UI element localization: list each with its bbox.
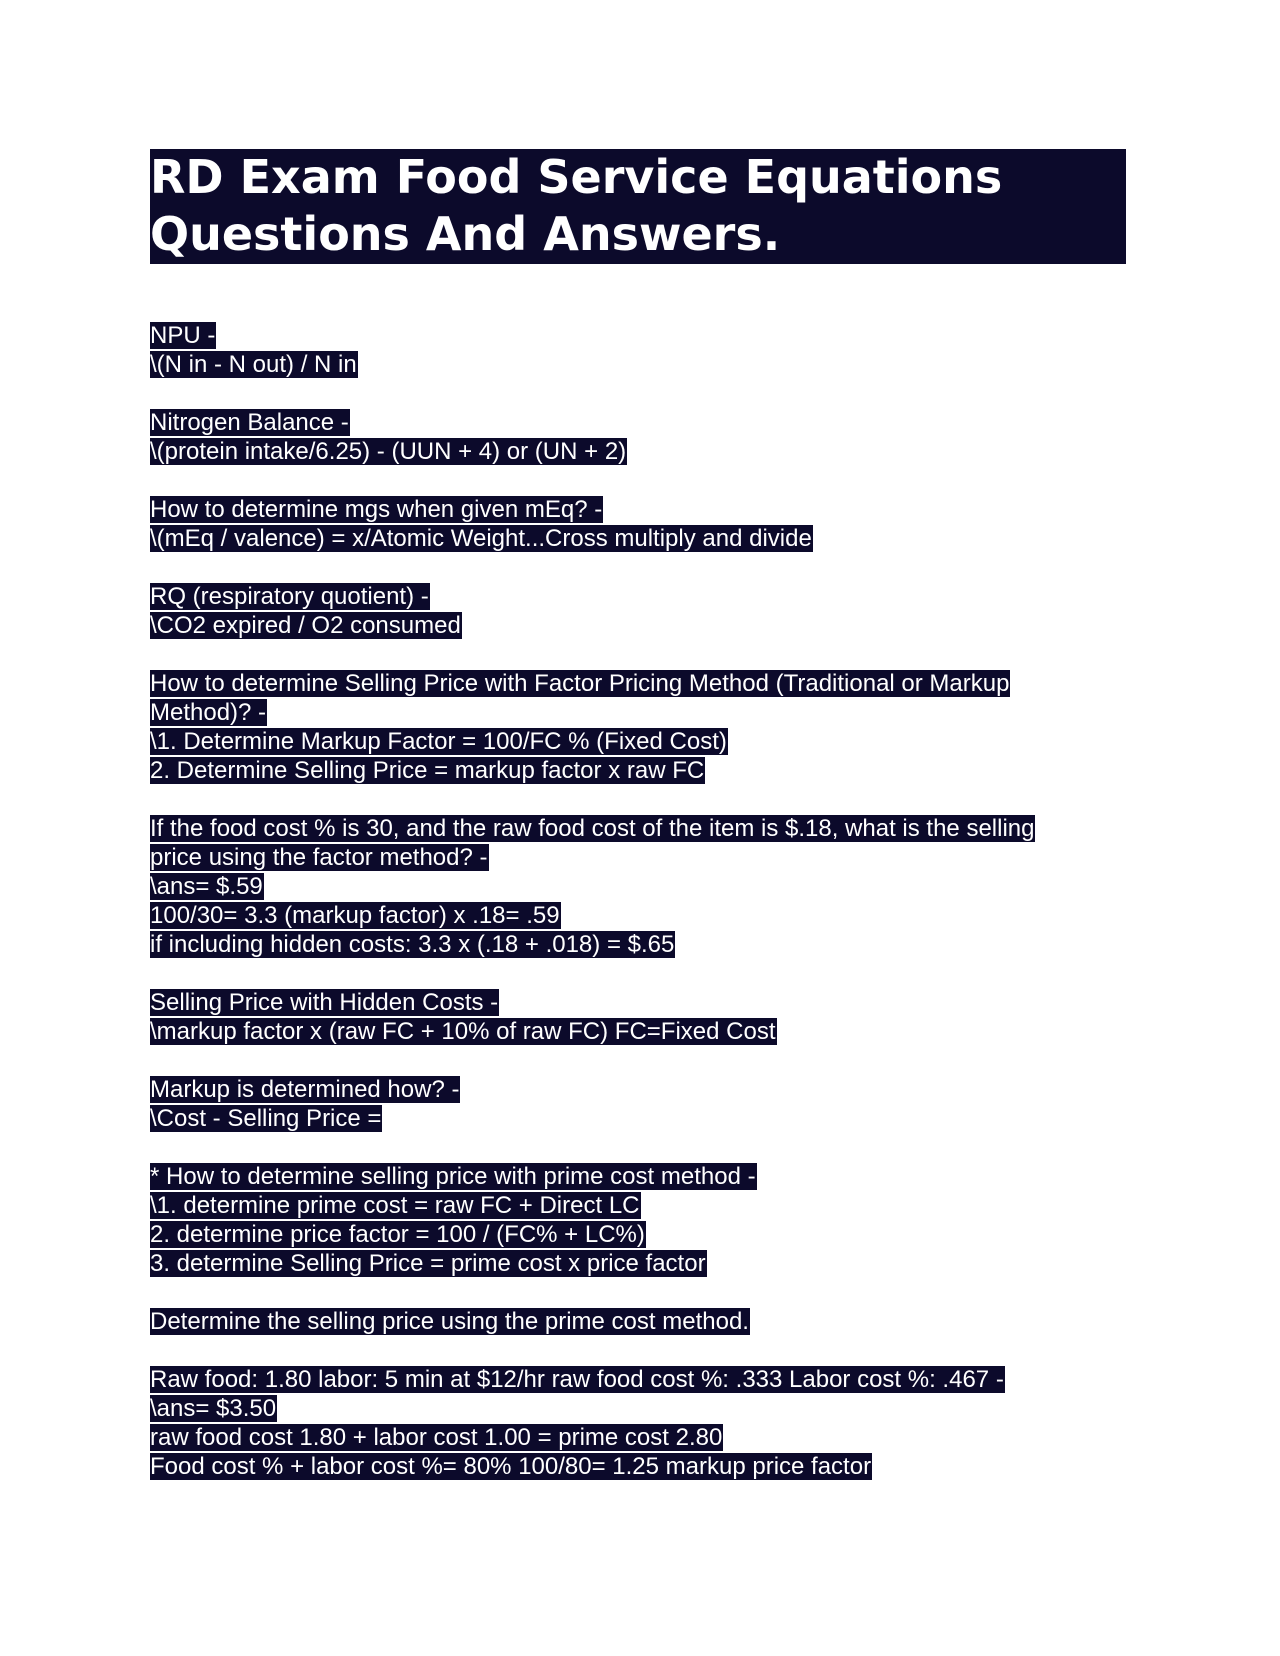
answer-text: 100/30= 3.3 (markup factor) x .18= .59 (150, 902, 560, 929)
answer-text: \1. determine prime cost = raw FC + Direct LC (150, 1192, 640, 1219)
question-text: How to determine Selling Price with Factor Pricing Method (Traditional or Markup (150, 670, 1010, 697)
qa-entry (150, 669, 1126, 785)
qa-entry (150, 1075, 1126, 1133)
qa-entry (150, 495, 1126, 553)
answer-text: 2. determine price factor = 100 / (FC% + LC%) (150, 1221, 645, 1248)
question-text: If the food cost % is 30, and the raw food cost of the item is $.18, what is the selling (150, 815, 1035, 842)
answer-text: \(mEq / valence) = x/Atomic Weight...Cross multiply and divide (150, 525, 812, 552)
answer-text: if including hidden costs: 3.3 x (.18 + .018) = $.65 (150, 931, 675, 958)
answer-text: \ans= $3.50 (150, 1395, 277, 1422)
question-text: Determine the selling price using the prime cost method. (150, 1308, 749, 1335)
answer-text: \markup factor x (raw FC + 10% of raw FC) FC=Fixed Cost (150, 1018, 776, 1045)
question-text: Method)? - (150, 699, 267, 726)
answer-text: \(N in - N out) / N in (150, 351, 357, 378)
qa-entry (150, 408, 1126, 466)
title-line: RD Exam Food Service Equations (150, 150, 1003, 204)
answer-text: 3. determine Selling Price = prime cost x price factor (150, 1250, 706, 1277)
question-text: Markup is determined how? - (150, 1076, 460, 1103)
answer-text: \1. Determine Markup Factor = 100/FC % (Fixed Cost) (150, 728, 727, 755)
answer-text: \CO2 expired / O2 consumed (150, 612, 461, 639)
document-title (150, 149, 1126, 264)
answer-text: \ans= $.59 (150, 873, 263, 900)
question-text: NPU - (150, 322, 216, 349)
qa-entry (150, 814, 1126, 959)
answer-text: 2. Determine Selling Price = markup factor x raw FC (150, 757, 705, 784)
answer-text: \(protein intake/6.25) - (UUN + 4) or (UN + 2) (150, 438, 627, 465)
question-text: Selling Price with Hidden Costs - (150, 989, 499, 1016)
question-text: Nitrogen Balance - (150, 409, 349, 436)
question-text: * How to determine selling price with prime cost method - (150, 1163, 756, 1190)
question-text: price using the factor method? - (150, 844, 488, 871)
title-line: Questions And Answers. (150, 207, 781, 261)
qa-entry (150, 582, 1126, 640)
document-page (150, 149, 1126, 1510)
qa-entry (150, 1307, 1126, 1336)
qa-entry (150, 1365, 1126, 1481)
qa-entry (150, 1162, 1126, 1278)
answer-text: raw food cost 1.80 + labor cost 1.00 = prime cost 2.80 (150, 1424, 723, 1451)
qa-list (150, 321, 1126, 1481)
qa-entry (150, 321, 1126, 379)
question-text: RQ (respiratory quotient) - (150, 583, 429, 610)
question-text: How to determine mgs when given mEq? - (150, 496, 603, 523)
qa-entry (150, 988, 1126, 1046)
answer-text: \Cost - Selling Price = (150, 1105, 382, 1132)
answer-text: Food cost % + labor cost %= 80% 100/80= 1.25 markup price factor (150, 1453, 872, 1480)
question-text: Raw food: 1.80 labor: 5 min at $12/hr raw food cost %: .333 Labor cost %: .467 - (150, 1366, 1004, 1393)
